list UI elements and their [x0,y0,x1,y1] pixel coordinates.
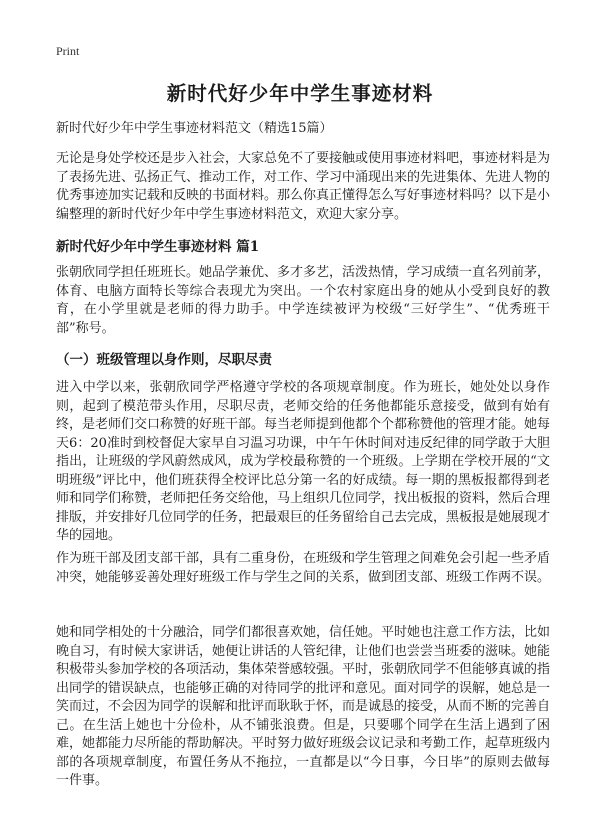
page-title: 新时代好少年中学生事迹材料 [166,82,434,105]
subsection-heading: （一）班级管理以身作则，尽职尽责 [56,352,272,368]
intro-paragraph: 无论是身处学校还是步入社会，大家总免不了要接触或使用事迹材料吧，事迹材料是为了表扬先进、弘扬正气、推动工作，对工作、学习中涌现出来的先进集体、先进人物的优秀事迹加实记载和反映的书面材料。那么你真正懂得怎么写好事迹材料吗？以下是小编整理的新时代好少年中学生事迹材料范文，欢迎大家分享。 [56,151,551,222]
body-paragraph-3: 作为班干部及团支部干部，具有二重身份，在班级和学生管理之间难免会引起一些矛盾冲突，她能够妥善处理好班级工作与学生之间的关系，做到团支部、班级工作两不误。 [56,551,551,585]
body-paragraph-1: 张朝欣同学担任班班长。她品学兼优、多才多艺，活泼热情，学习成绩一直名列前茅，体育、电脑方面特长等综合表现尤为突出。一个农村家庭出身的她从小受到良好的教育，在小学里就是老师的得力助手。中学连续被评为校级“三好学生”、“优秀班干部”称号。 [56,265,551,336]
print-label: Print [56,44,80,58]
section-heading: 新时代好少年中学生事迹材料 篇1 [56,239,260,255]
document-subtitle: 新时代好少年中学生事迹材料范文（精选15篇） [56,121,333,136]
body-paragraph-4: 她和同学相处的十分融洽，同学们都很喜欢她，信任她。平时她也注意工作方法，比如晚自习，有时候大家讲话，她便让讲话的人管纪律，让他们也尝尝当班委的滋味。她能积极带头参加学校的各项活动，集体荣誉感较强。平时，张朝欣同学不但能够真诚的指出同学的错误缺点，也能够正确的对待同学的批评和意见。面对同学的误解，她总是一笑而过，不会因为同学的误解和批评而耿耿于怀，而是诚恳的接受，从而不断的完善自己。在生活上她也十分俭朴，从不铺张浪费。但是，只要哪个同学在生活上遇到了困难，她都能力尽所能的帮助解决。平时努力做好班级会议记录和考勤工作，起草班级内部的各项规章制度，布置任务从不拖拉，一直都是以“今日事，今日毕”的原则去做每一件事。 [56,625,551,788]
body-paragraph-2: 进入中学以来，张朝欣同学严格遵守学校的各项规章制度。作为班长，她处处以身作则，起到了模范带头作用，尽职尽责，老师交给的任务他都能乐意接受，做到有始有终，是老师们交口称赞的好班干部。每当老师提到他都个个都称赞他的管理才能。她每天6：20准时到校督促大家早自习温习功课，中午午休时间对违反纪律的同学敢于大胆指出，让班级的学风蔚然成风，成为学校最称赞的一个班级。上学期在学校开展的“文明班级”评比中，他们班获得全校评比总分第一名的好成绩。每一期的黑板报都得到老师和同学们称赞，老师把任务交给他，马上组织几位同学，找出板报的资料，然后合理排版，并安排好几位同学的任务，把最艰巨的任务留给自己去完成，黑板报是她展现才华的园地。 [56,380,551,543]
